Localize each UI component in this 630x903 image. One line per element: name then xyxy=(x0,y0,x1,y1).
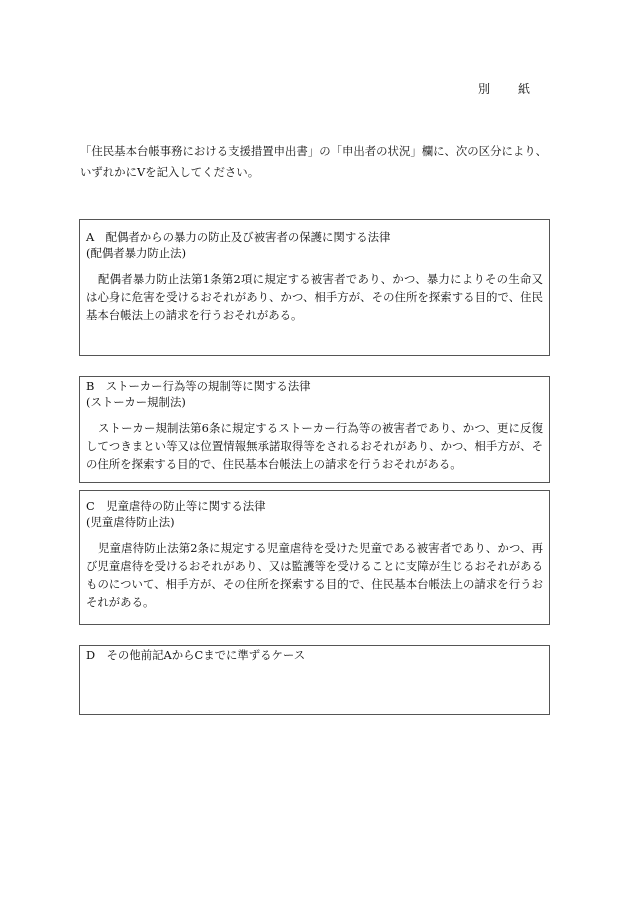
category-c-abbreviation: (児童虐待防止法) xyxy=(86,515,175,529)
category-c-title: C 児童虐待の防止等に関する法律 xyxy=(86,499,266,513)
category-box-c xyxy=(79,490,550,625)
category-box-a xyxy=(79,219,550,356)
attachment-label: 別 紙 xyxy=(477,82,538,96)
category-box-b xyxy=(79,376,550,483)
category-c-description: 児童虐待防止法第2条に規定する児童虐待を受けた児童である被害者であり、かつ、再び児童虐待を受けるおそれがあり、又は監護等を受けることに支障が生じるおそれがあるものについて、相手方が、その住所を探索する目的で、住民基本台帳法上の請求を行うおそれがある。 xyxy=(86,541,543,609)
category-a-abbreviation: (配偶者暴力防止法) xyxy=(86,246,187,260)
intro-paragraph: 「住民基本台帳事務における支援措置申出書」の「申出者の状況」欄に、次の区分により、いずれかにVを記入してください。 xyxy=(80,144,548,179)
category-a-description: 配偶者暴力防止法第1条第2項に規定する被害者であり、かつ、暴力によりその生命又は心身に危害を受けるおそれがあり、かつ、相手方が、その住所を探索する目的で、住民基本台帳法上の請求を行うおそれがある。 xyxy=(86,272,543,322)
category-b-description: ストーカー規制法第6条に規定するストーカー行為等の被害者であり、かつ、更に反復してつきまとい等又は位置情報無承諾取得等をされるおそれがあり、かつ、相手方が、その住所を探索する目的で、住民基本台帳法上の請求を行うおそれがある。 xyxy=(86,421,543,471)
category-a-title: A 配偶者からの暴力の防止及び被害者の保護に関する法律 xyxy=(86,230,391,244)
category-box-d xyxy=(79,645,550,715)
category-b-title: B ストーカー行為等の規制等に関する法律 xyxy=(86,379,311,393)
category-d-title: D その他前記AからCまでに準ずるケース xyxy=(86,648,306,662)
category-b-abbreviation: (ストーカー規制法) xyxy=(86,395,186,409)
